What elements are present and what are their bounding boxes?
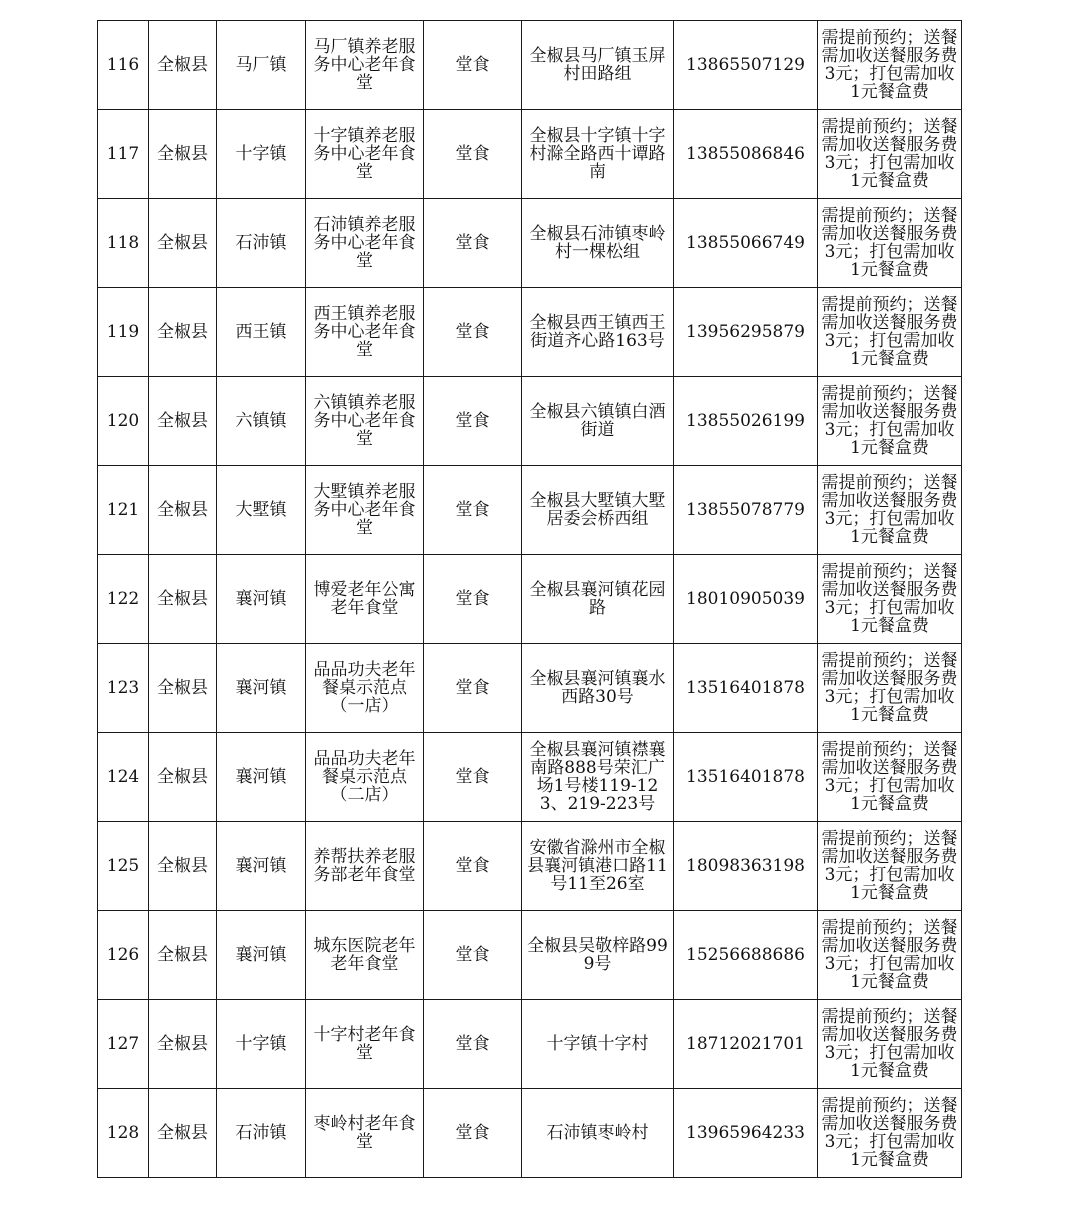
canteen-name-cell: 城东医院老年老年食堂 <box>306 911 424 1000</box>
service-type-cell: 堂食 <box>424 110 522 199</box>
row-number: 118 <box>98 199 149 288</box>
table-row <box>98 21 962 110</box>
table-row <box>98 466 962 555</box>
county-cell: 全椒县 <box>149 822 217 911</box>
address-cell: 全椒县襄河镇襟襄南路888号荣汇广场1号楼119-123、219-223号 <box>522 733 674 822</box>
town-cell: 十字镇 <box>217 110 306 199</box>
town-cell: 襄河镇 <box>217 911 306 1000</box>
service-type-cell: 堂食 <box>424 822 522 911</box>
address-cell: 全椒县西王镇西王街道齐心路163号 <box>522 288 674 377</box>
table-row <box>98 644 962 733</box>
canteen-name-cell: 马厂镇养老服务中心老年食堂 <box>306 21 424 110</box>
county-cell: 全椒县 <box>149 1089 217 1178</box>
row-number: 125 <box>98 822 149 911</box>
note-cell: 需提前预约；送餐需加收送餐服务费3元；打包需加收1元餐盒费 <box>818 21 962 110</box>
note-cell: 需提前预约；送餐需加收送餐服务费3元；打包需加收1元餐盒费 <box>818 1089 962 1178</box>
row-number: 122 <box>98 555 149 644</box>
county-cell: 全椒县 <box>149 1000 217 1089</box>
address-cell: 全椒县襄河镇襄水西路30号 <box>522 644 674 733</box>
note-cell: 需提前预约；送餐需加收送餐服务费3元；打包需加收1元餐盒费 <box>818 1000 962 1089</box>
note-cell: 需提前预约；送餐需加收送餐服务费3元；打包需加收1元餐盒费 <box>818 288 962 377</box>
table-row <box>98 911 962 1000</box>
canteen-name-cell: 十字村老年食堂 <box>306 1000 424 1089</box>
note-cell: 需提前预约；送餐需加收送餐服务费3元；打包需加收1元餐盒费 <box>818 377 962 466</box>
service-type-cell: 堂食 <box>424 21 522 110</box>
town-cell: 大墅镇 <box>217 466 306 555</box>
note-cell: 需提前预约；送餐需加收送餐服务费3元；打包需加收1元餐盒费 <box>818 466 962 555</box>
note-cell: 需提前预约；送餐需加收送餐服务费3元；打包需加收1元餐盒费 <box>818 199 962 288</box>
row-number: 121 <box>98 466 149 555</box>
service-type-cell: 堂食 <box>424 1000 522 1089</box>
service-type-cell: 堂食 <box>424 466 522 555</box>
canteen-table <box>97 20 962 1178</box>
note-cell: 需提前预约；送餐需加收送餐服务费3元；打包需加收1元餐盒费 <box>818 110 962 199</box>
phone-cell: 13516401878 <box>674 733 818 822</box>
phone-cell: 13516401878 <box>674 644 818 733</box>
service-type-cell: 堂食 <box>424 377 522 466</box>
table-row <box>98 199 962 288</box>
service-type-cell: 堂食 <box>424 644 522 733</box>
county-cell: 全椒县 <box>149 21 217 110</box>
address-cell: 全椒县襄河镇花园路 <box>522 555 674 644</box>
address-cell: 安徽省滁州市全椒县襄河镇港口路11号11至26室 <box>522 822 674 911</box>
canteen-name-cell: 养帮扶养老服务部老年食堂 <box>306 822 424 911</box>
address-cell: 石沛镇枣岭村 <box>522 1089 674 1178</box>
town-cell: 西王镇 <box>217 288 306 377</box>
table-row <box>98 1000 962 1089</box>
row-number: 116 <box>98 21 149 110</box>
canteen-name-cell: 大墅镇养老服务中心老年食堂 <box>306 466 424 555</box>
county-cell: 全椒县 <box>149 911 217 1000</box>
county-cell: 全椒县 <box>149 733 217 822</box>
canteen-name-cell: 枣岭村老年食堂 <box>306 1089 424 1178</box>
service-type-cell: 堂食 <box>424 555 522 644</box>
phone-cell: 15256688686 <box>674 911 818 1000</box>
address-cell: 全椒县吴敬梓路999号 <box>522 911 674 1000</box>
phone-cell: 18098363198 <box>674 822 818 911</box>
address-cell: 全椒县十字镇十字村滁全路西十谭路南 <box>522 110 674 199</box>
phone-cell: 13865507129 <box>674 21 818 110</box>
service-type-cell: 堂食 <box>424 733 522 822</box>
town-cell: 襄河镇 <box>217 822 306 911</box>
town-cell: 襄河镇 <box>217 733 306 822</box>
table-row <box>98 733 962 822</box>
canteen-name-cell: 品品功夫老年餐桌示范点（一店） <box>306 644 424 733</box>
town-cell: 石沛镇 <box>217 1089 306 1178</box>
canteen-name-cell: 品品功夫老年餐桌示范点（二店） <box>306 733 424 822</box>
table-row <box>98 377 962 466</box>
address-cell: 十字镇十字村 <box>522 1000 674 1089</box>
address-cell: 全椒县六镇镇白酒街道 <box>522 377 674 466</box>
phone-cell: 13855026199 <box>674 377 818 466</box>
note-cell: 需提前预约；送餐需加收送餐服务费3元；打包需加收1元餐盒费 <box>818 555 962 644</box>
service-type-cell: 堂食 <box>424 288 522 377</box>
table-row <box>98 288 962 377</box>
row-number: 120 <box>98 377 149 466</box>
canteen-name-cell: 石沛镇养老服务中心老年食堂 <box>306 199 424 288</box>
town-cell: 十字镇 <box>217 1000 306 1089</box>
town-cell: 襄河镇 <box>217 644 306 733</box>
table-row <box>98 555 962 644</box>
town-cell: 六镇镇 <box>217 377 306 466</box>
service-type-cell: 堂食 <box>424 911 522 1000</box>
canteen-name-cell: 博爱老年公寓老年食堂 <box>306 555 424 644</box>
canteen-name-cell: 十字镇养老服务中心老年食堂 <box>306 110 424 199</box>
service-type-cell: 堂食 <box>424 1089 522 1178</box>
note-cell: 需提前预约；送餐需加收送餐服务费3元；打包需加收1元餐盒费 <box>818 644 962 733</box>
table-row <box>98 110 962 199</box>
phone-cell: 18712021701 <box>674 1000 818 1089</box>
address-cell: 全椒县马厂镇玉屏村田路组 <box>522 21 674 110</box>
address-cell: 全椒县大墅镇大墅居委会桥西组 <box>522 466 674 555</box>
address-cell: 全椒县石沛镇枣岭村一棵松组 <box>522 199 674 288</box>
table-body <box>98 21 962 1178</box>
phone-cell: 13965964233 <box>674 1089 818 1178</box>
canteen-name-cell: 西王镇养老服务中心老年食堂 <box>306 288 424 377</box>
row-number: 123 <box>98 644 149 733</box>
row-number: 127 <box>98 1000 149 1089</box>
phone-cell: 13855078779 <box>674 466 818 555</box>
table-row <box>98 822 962 911</box>
note-cell: 需提前预约；送餐需加收送餐服务费3元；打包需加收1元餐盒费 <box>818 733 962 822</box>
county-cell: 全椒县 <box>149 644 217 733</box>
note-cell: 需提前预约；送餐需加收送餐服务费3元；打包需加收1元餐盒费 <box>818 822 962 911</box>
county-cell: 全椒县 <box>149 199 217 288</box>
row-number: 124 <box>98 733 149 822</box>
town-cell: 石沛镇 <box>217 199 306 288</box>
row-number: 119 <box>98 288 149 377</box>
county-cell: 全椒县 <box>149 466 217 555</box>
phone-cell: 18010905039 <box>674 555 818 644</box>
county-cell: 全椒县 <box>149 555 217 644</box>
canteen-name-cell: 六镇镇养老服务中心老年食堂 <box>306 377 424 466</box>
phone-cell: 13956295879 <box>674 288 818 377</box>
note-cell: 需提前预约；送餐需加收送餐服务费3元；打包需加收1元餐盒费 <box>818 911 962 1000</box>
county-cell: 全椒县 <box>149 377 217 466</box>
row-number: 117 <box>98 110 149 199</box>
table-row <box>98 1089 962 1178</box>
row-number: 126 <box>98 911 149 1000</box>
phone-cell: 13855086846 <box>674 110 818 199</box>
row-number: 128 <box>98 1089 149 1178</box>
town-cell: 马厂镇 <box>217 21 306 110</box>
county-cell: 全椒县 <box>149 288 217 377</box>
town-cell: 襄河镇 <box>217 555 306 644</box>
service-type-cell: 堂食 <box>424 199 522 288</box>
county-cell: 全椒县 <box>149 110 217 199</box>
phone-cell: 13855066749 <box>674 199 818 288</box>
